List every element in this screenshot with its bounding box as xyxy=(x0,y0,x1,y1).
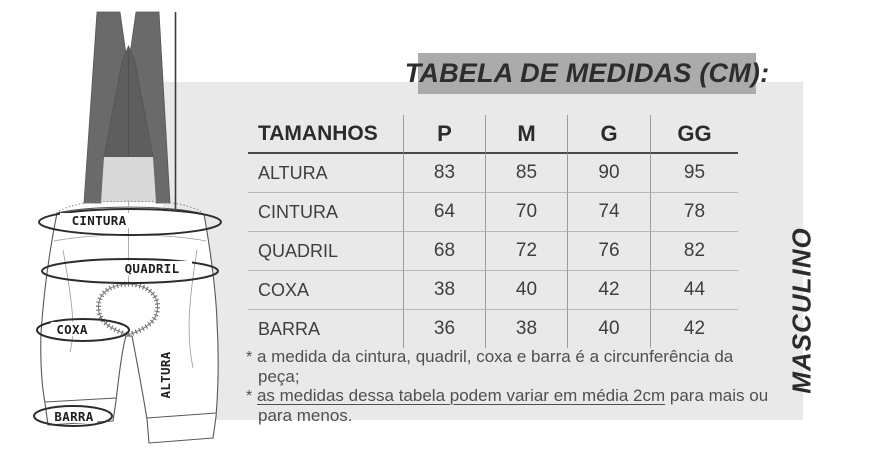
cell-altura-g: 90 xyxy=(567,152,650,192)
table-header-size-gg: GG xyxy=(650,115,738,152)
cell-coxa-m: 40 xyxy=(485,270,567,309)
cell-altura-gg: 95 xyxy=(650,152,738,192)
footnotes xyxy=(246,347,774,425)
row-label-coxa: COXA xyxy=(248,270,403,309)
table-header-size-m: M xyxy=(485,115,567,152)
cell-quadril-m: 72 xyxy=(485,231,567,270)
cell-cintura-p: 64 xyxy=(403,192,485,231)
cell-cintura-gg: 78 xyxy=(650,192,738,231)
row-label-quadril: QUADRIL xyxy=(248,231,403,270)
gender-label-masculino: MASCULINO xyxy=(786,227,817,394)
footnote-2-marker: * xyxy=(246,388,253,405)
cell-coxa-p: 38 xyxy=(403,270,485,309)
table-header-tamanhos: TAMANHOS xyxy=(258,121,378,145)
cell-barra-m: 38 xyxy=(485,309,567,348)
size-table xyxy=(248,115,738,348)
cell-coxa-gg: 44 xyxy=(650,270,738,309)
chart-title-box xyxy=(404,53,770,94)
chart-title: TABELA DE MEDIDAS (CM): xyxy=(404,58,770,88)
footnote-1-text: a medida da cintura, quadril, coxa e barra é a circunferência da peça; xyxy=(252,347,734,386)
quadril-label: QUADRIL xyxy=(124,261,180,276)
cell-coxa-g: 42 xyxy=(567,270,650,309)
footnote-2-rest: para mais ou para menos. xyxy=(258,386,769,425)
table-header-size-g: G xyxy=(567,115,650,152)
row-label-barra: BARRA xyxy=(248,309,403,348)
footnote-1-marker: * xyxy=(246,349,253,366)
footnote-2-underlined: as medidas dessa tabela podem variar em média 2cm xyxy=(256,386,666,405)
coxa-label: COXA xyxy=(56,322,88,337)
table-header-size-p: P xyxy=(403,115,485,152)
row-label-altura: ALTURA xyxy=(248,152,403,192)
cell-barra-gg: 42 xyxy=(650,309,738,348)
footnote-2 xyxy=(246,386,774,425)
cell-quadril-g: 76 xyxy=(567,231,650,270)
cell-barra-p: 36 xyxy=(403,309,485,348)
cell-altura-p: 83 xyxy=(403,152,485,192)
cell-quadril-p: 68 xyxy=(403,231,485,270)
cell-cintura-m: 70 xyxy=(485,192,567,231)
row-label-cintura: CINTURA xyxy=(248,192,403,231)
cintura-label: CINTURA xyxy=(71,213,127,228)
cell-quadril-gg: 82 xyxy=(650,231,738,270)
lower-back-mesh xyxy=(101,157,156,202)
cell-barra-g: 40 xyxy=(567,309,650,348)
footnote-1 xyxy=(246,347,774,386)
altura-label: ALTURA xyxy=(158,351,173,399)
bib-shorts-diagram xyxy=(0,0,240,472)
cell-cintura-g: 74 xyxy=(567,192,650,231)
cell-altura-m: 85 xyxy=(485,152,567,192)
barra-label: BARRA xyxy=(54,409,94,424)
